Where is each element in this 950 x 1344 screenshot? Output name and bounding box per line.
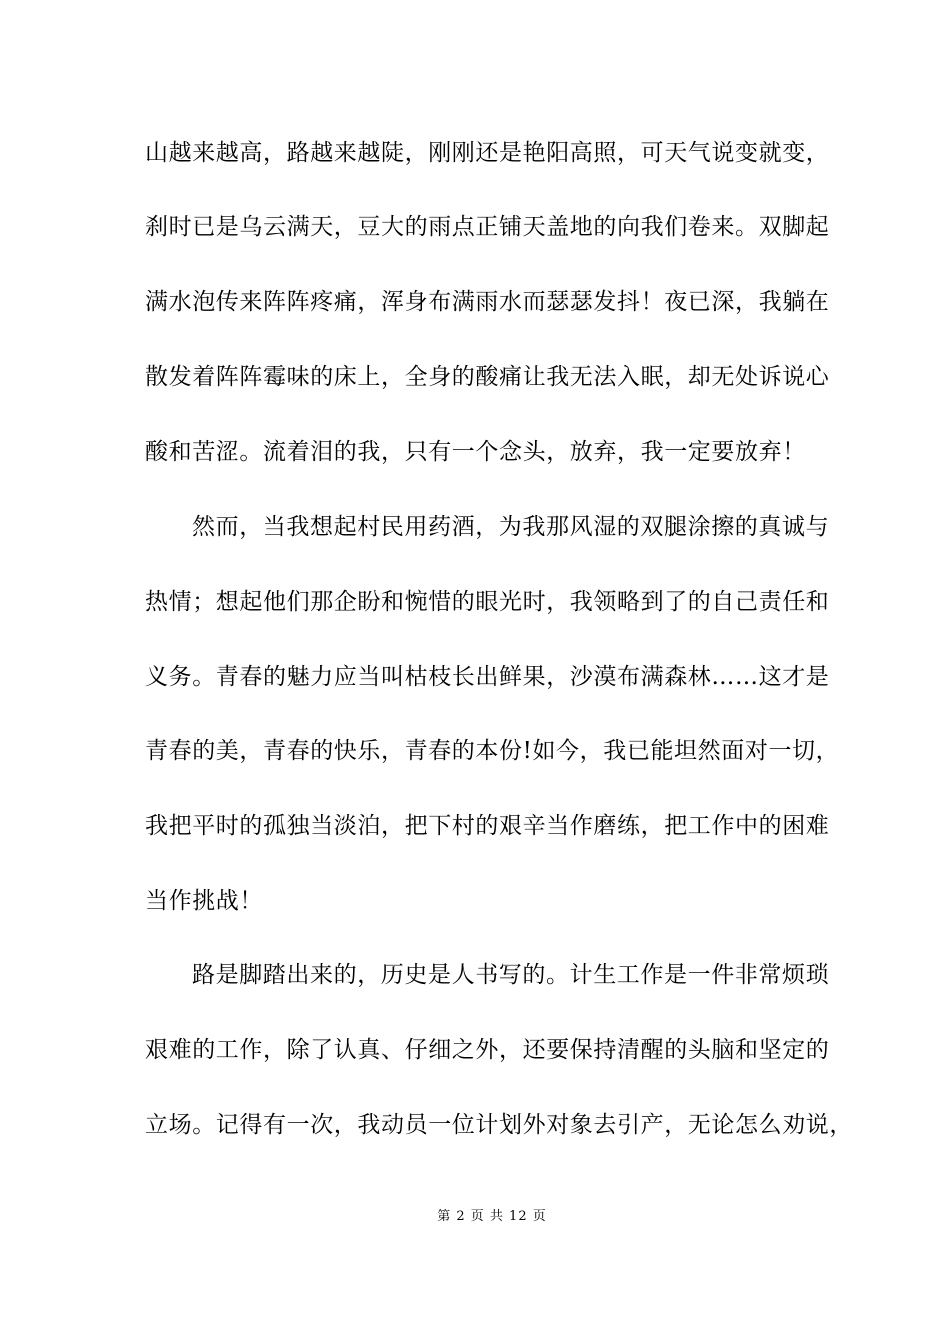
text-line-12: 路是脚踏出来的，历史是人书写的。计生工作是一件非常烦琐 [192,962,830,988]
text-line-1: 山越来越高，路越来越陡，刚刚还是艳阳高照，可天气说变就变， [145,140,830,166]
text-line-10: 我把平时的孤独当淡泊，把下村的艰辛当作磨练，把工作中的困难 [145,813,830,839]
text-line-6: 然而，当我想起村民用药酒，为我那风湿的双腿涂擦的真诚与 [192,514,830,540]
text-line-2: 刹时已是乌云满天，豆大的雨点正铺天盖地的向我们卷来。双脚起 [145,214,830,240]
text-line-11: 当作挑战！ [145,888,263,914]
text-line-13: 艰难的工作，除了认真、仔细之外，还要保持清醒的头脑和坚定的 [145,1037,830,1063]
text-line-14: 立场。记得有一次，我动员一位计划外对象去引产，无论怎么劝说， [145,1112,853,1138]
text-line-8: 义务。青春的魅力应当叫枯枝长出鲜果，沙漠布满森林……这才是 [145,664,830,690]
text-line-9: 青春的美，青春的快乐，青春的本份!如今，我已能坦然面对一切， [145,738,840,764]
text-line-3: 满水泡传来阵阵疼痛，浑身布满雨水而瑟瑟发抖！夜已深，我躺在 [145,289,830,315]
text-line-5: 酸和苦涩。流着泪的我，只有一个念头，放弃，我一定要放弃！ [145,439,806,465]
text-line-7: 热情；想起他们那企盼和惋惜的眼光时，我领略到了的自己责任和 [145,589,830,615]
text-line-4: 散发着阵阵霉味的床上，全身的酸痛让我无法入眠，却无处诉说心 [145,364,830,390]
page-number-footer: 第 2 页 共 12 页 [437,1209,547,1224]
